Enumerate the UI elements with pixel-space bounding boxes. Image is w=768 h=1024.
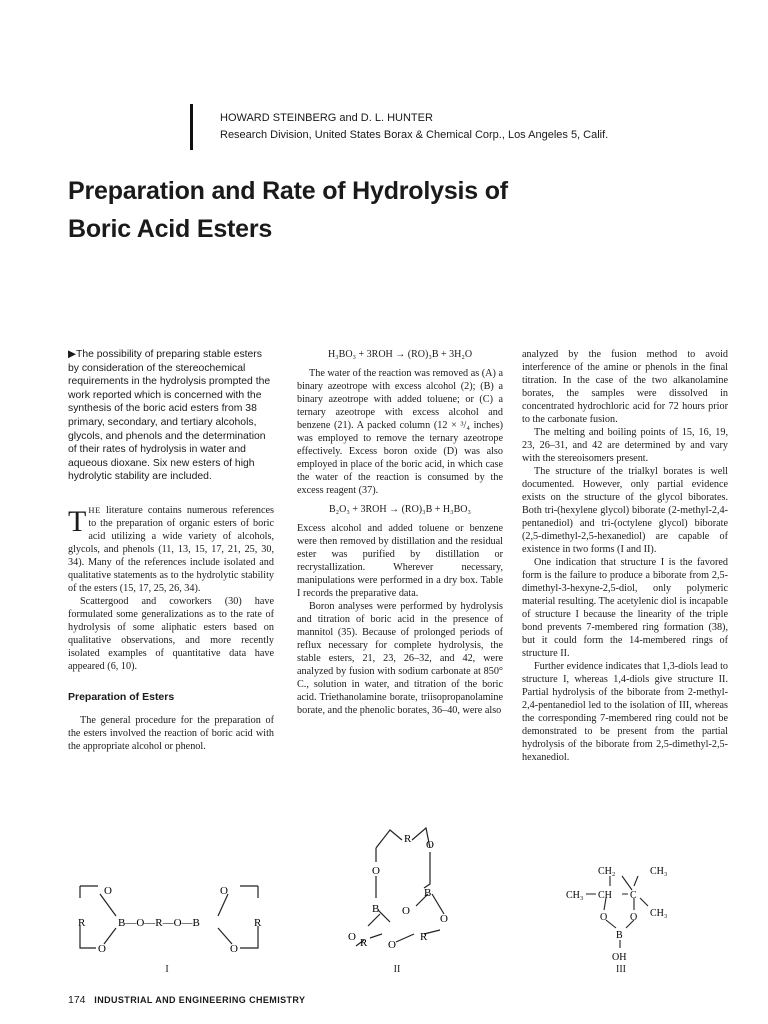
struct-II-O-bottom-left: O bbox=[348, 931, 356, 943]
equation-1: H₃BO₃ + 3ROH → (RO)₃B + 3H₂O bbox=[327, 349, 473, 360]
struct-II-R-bottom-left: R bbox=[360, 937, 368, 949]
col2-paragraph-2: Excess alcohol and added toluene or benzene were then removed by distillation and the residual ester was purified by distillation or recrystallization. Wherever necessary, manipulations were performed in a dry box. Table I records the preparative data. bbox=[297, 523, 503, 599]
col3-paragraph-4: One indication that structure I is the favored form is the failure to produce a biborate from 2,5-dimethyl-3-hexyne-2,5-diol, only polymeric material resulting. The acetylenic diol is incapable of structure I because the linearity of the triple bond prevents 7-membered ring formation (38), but it could form the 14-membered rings of structure II. bbox=[522, 557, 728, 659]
caption-II: II bbox=[393, 964, 401, 975]
intro-text: literature contains numerous references to the preparation of organic esters of boric acid utilizing a wide variety of alcohols, glycols, and phenols (11, 13, 15, 17, 21, 25, 30, 34). Many of the references include isolated and qualitative statements as to the hydrolytic stability of the esters (15, 17, 25, 26, 34). bbox=[68, 504, 274, 594]
byline bbox=[220, 110, 608, 144]
journal-name: INDUSTRIAL AND ENGINEERING CHEMISTRY bbox=[94, 995, 306, 1005]
struct-III-CH: CH bbox=[598, 890, 612, 901]
col2-paragraph-1: The water of the reaction was removed as (A) a binary azeotrope with excess alcohol (2); (B) a binary azeotrope with added toluene; or (C) a ternary azeotrope with excess alcohol and benzene (21). A packed column (12 × ³/₄ inches) was employed to remove the ternary azeotrope effectively. Excess boron oxide (D) was also employed in place of the boric acid, in which case the water of the reaction is consumed by the excess reagent (37). bbox=[297, 368, 503, 496]
col3-paragraph-2: The melting and boiling points of 15, 16, 19, 23, 26–31, and 42 are determined by and vary with the stereoisomers present. bbox=[522, 427, 728, 464]
struct-II-R-top: R bbox=[404, 833, 412, 845]
intro-paragraph-1 bbox=[68, 504, 274, 595]
struct-I-R-right: R bbox=[254, 917, 262, 929]
struct-I-chain: B—O—R—O—B bbox=[118, 917, 200, 929]
column-1 bbox=[68, 348, 274, 753]
struct-II-B-lower: B bbox=[372, 903, 380, 915]
struct-I-O-tr: O bbox=[220, 885, 228, 897]
drop-cap: T bbox=[68, 504, 87, 538]
section-heading: Preparation of Esters bbox=[68, 690, 175, 703]
column-2 bbox=[297, 348, 503, 717]
struct-III-O-left: O bbox=[600, 912, 608, 923]
struct-III-B: B bbox=[616, 930, 623, 941]
paper-title bbox=[68, 172, 668, 248]
title-line-2: Boric Acid Esters bbox=[68, 215, 273, 243]
col3-paragraph-3: The structure of the trialkyl borates is well documented. However, only partial evidence exists on the structure of the glycol biborates. Both tri-(hexylene glycol) biborate (2-methyl-2,4-pentanediol) and tri-(octylene glycol) biborate (2,5-dimethyl-2,5-hexanediol) are capable of existence in two forms (I and II). bbox=[522, 466, 728, 555]
struct-III-CH2: CH₂ bbox=[598, 866, 616, 877]
page-number: 174 bbox=[68, 994, 86, 1006]
struct-III-CH3-right: CH₃ bbox=[650, 908, 668, 919]
struct-III-C: C bbox=[630, 890, 637, 901]
authors: HOWARD STEINBERG and D. L. HUNTER bbox=[220, 112, 433, 124]
col2-paragraph-3: Boron analyses were performed by hydrolysis and titration of boric acid in the presence of mannitol (35). Because of prolonged periods of reflux necessary for complete hydrolysis, the stable esters, 21, 23, 26–32, and 42, were analyzed by fusion with sodium carbonate at 850° C., solution in water, and titration of the boric acid. Triethanolamine borate, triisopropanolamine borate, and the phenolic borates, 36–40, were also bbox=[297, 601, 503, 716]
footer bbox=[68, 994, 305, 1006]
caption-I: I bbox=[165, 964, 169, 975]
title-line-1: Preparation and Rate of Hydrolysis of bbox=[68, 177, 508, 205]
structure-I bbox=[68, 878, 278, 958]
intro-paragraph-2: Scattergood and coworkers (30) have formulated some generalizations as to the rate of hydrolysis of some aliphatic esters based on qualitative observations, and more recently isolated examples of quantitative data have appeared (6, 10). bbox=[68, 595, 274, 672]
struct-III-CH3-left: CH₃ bbox=[566, 890, 584, 901]
structure-III bbox=[560, 864, 690, 964]
col3-paragraph-5: Further evidence indicates that 1,3-diols lead to structure I, whereas 1,4-diols give structure II. Partial hydrolysis of the biborate from 2-methyl-2,4-pentanediol led to the isolation of III, whereas the corresponding 7-membered ring could not be demonstrated to be present from the partial hydrolysis of the biborate from 2,5-dimethyl-2,5-hexanediol. bbox=[522, 661, 728, 763]
struct-II-B-upper: B bbox=[424, 887, 432, 899]
struct-I-O-tl: O bbox=[104, 885, 112, 897]
column-3 bbox=[522, 348, 728, 764]
struct-II-O-right: O bbox=[440, 913, 448, 925]
col3-paragraph-1: analyzed by the fusion method to avoid interference of the amine or phenols in the final titration. In the case of the two alkanolamine borates, the samples were dissolved in concentrated hydrochloric acid for 72 hours prior to the carbonate fusion. bbox=[522, 349, 728, 425]
caption-III: III bbox=[616, 964, 626, 975]
affiliation: Research Division, United States Borax & Chemical Corp., Los Angeles 5, Calif. bbox=[220, 129, 609, 141]
struct-II-O-bottom-mid: O bbox=[388, 939, 396, 951]
struct-II-O-left: O bbox=[372, 865, 380, 877]
struct-II-O-mid: O bbox=[402, 905, 410, 917]
struct-I-O-bl: O bbox=[98, 943, 106, 955]
struct-III-OH: OH bbox=[612, 952, 627, 963]
prep-paragraph: The general procedure for the preparation of the esters involved the reaction of boric acid with the appropriate alcohol or phenol. bbox=[68, 714, 274, 752]
header-rule bbox=[190, 104, 193, 150]
struct-I-R-left: R bbox=[78, 917, 86, 929]
struct-III-O-right: O bbox=[630, 912, 638, 923]
struct-II-O-top: O bbox=[426, 839, 434, 851]
abstract: ▶The possibility of preparing stable esters by consideration of the stereochemical requirements in the hydrolysis prompted the work reported which is concerned with the synthesis of the boric acid esters from 38 primary, secondary, and tertiary alcohols, glycols, and phenols and the determination of their rates of hydrolysis in water and aqueous dioxane. Six new esters of high hydrolytic stability are included. bbox=[68, 349, 271, 483]
structure-II bbox=[340, 818, 470, 958]
equation-2: B₂O₃ + 3ROH → (RO)₃B + H₃BO₃ bbox=[328, 504, 472, 515]
intro-smallcaps: HE bbox=[88, 504, 101, 515]
struct-III-CH3-top: CH₃ bbox=[650, 866, 668, 877]
struct-II-R-bottom-right: R bbox=[420, 931, 428, 943]
struct-I-O-br: O bbox=[230, 943, 238, 955]
